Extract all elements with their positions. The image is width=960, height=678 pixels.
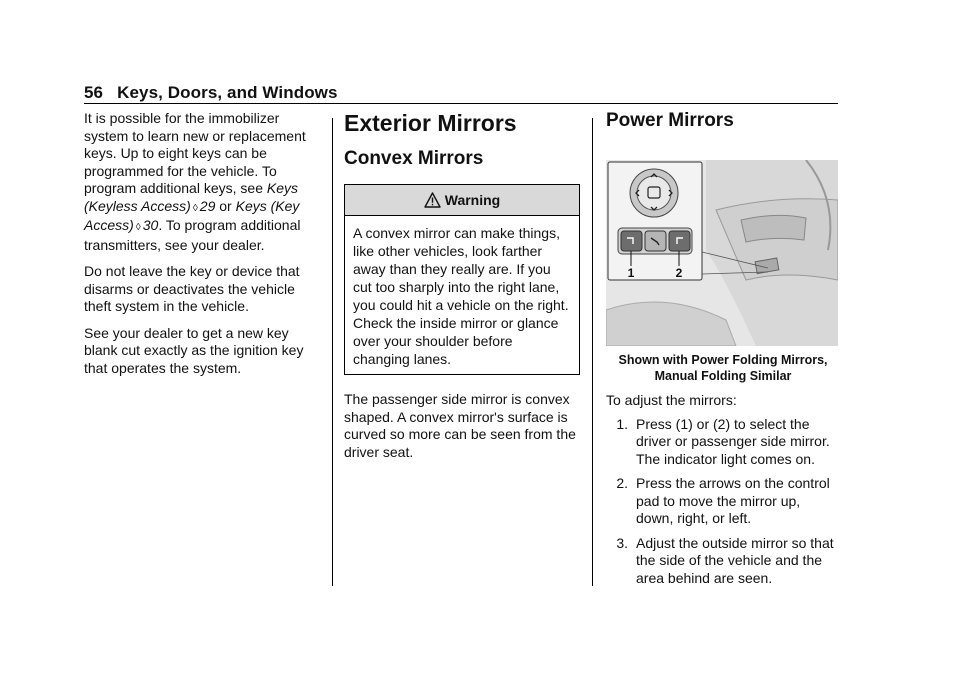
mirror-control-illustration [606, 160, 838, 346]
list-item [606, 416, 840, 469]
step-number: 1. [616, 415, 628, 432]
step-number: 3. [616, 534, 628, 551]
text: It is possible for the immobilizer system to learn new or replacement keys. Up to eight keys can be programmed for the vehicle. To program additional keys, see [84, 110, 306, 196]
section-title: Keys, Doors, and Windows [117, 83, 338, 102]
warning-text: A convex mirror can make things, like other vehicles, look farther away than they really are. If you cut too sharply into the right lane, you could hit a vehicle on the right. Check the inside mirror or glance over your shoulder before changing lanes. [353, 225, 569, 367]
text: . To program additional transmitters, see your dealer. [84, 217, 301, 253]
warning-triangle-icon [424, 192, 441, 208]
link-keys-key-access[interactable]: Keys (Key Access) [84, 197, 300, 233]
page-reference-arrow-icon: ◊ [192, 202, 198, 214]
column-divider-1 [332, 118, 333, 586]
figure-caption: Shown with Power Folding Mirrors, Manual Folding Similar [618, 353, 828, 383]
list-item [606, 475, 840, 528]
page-reference-arrow-icon: ◊ [135, 222, 141, 233]
power-mirrors-heading: Power Mirrors [606, 110, 734, 131]
dealer-paragraph: See your dealer to get a new key blank cut exactly as the ignition key that operates the system. [84, 324, 304, 376]
column-left [84, 110, 324, 386]
callout-1: 1 [627, 266, 635, 280]
convex-body-paragraph: The passenger side mirror is convex shaped. A convex mirror's surface is curved so more can be seen from the driver seat. [344, 391, 576, 460]
callout-2: 2 [675, 266, 683, 280]
exterior-mirrors-heading: Exterior Mirrors [344, 110, 517, 136]
page-header [84, 83, 338, 103]
key-device-paragraph: Do not leave the key or device that disarms or deactivates the vehicle theft system in the vehicle. [84, 263, 300, 314]
text: or [215, 197, 236, 214]
header-rule [84, 103, 838, 104]
link-keys-keyless-access[interactable]: Keys (Keyless Access) [84, 180, 298, 214]
warning-label: Warning [444, 192, 501, 208]
page-number: 56 [84, 83, 104, 102]
immobilizer-paragraph [84, 110, 324, 254]
step-text: Adjust the outside mirror so that the side of the vehicle and the area behind are seen. [636, 534, 834, 586]
convex-mirrors-heading: Convex Mirrors [344, 148, 484, 169]
adjust-intro: To adjust the mirrors: [606, 392, 737, 408]
step-number: 2. [616, 475, 628, 491]
step-text: Press (1) or (2) to select the driver or passenger side mirror. The indicator light comes on. [636, 415, 830, 467]
page-ref-30[interactable]: 30 [142, 217, 159, 233]
column-divider-2 [592, 118, 593, 586]
adjust-steps-list [606, 416, 840, 588]
step-text: Press the arrows on the control pad to move the mirror up, down, right, or left. [636, 475, 830, 526]
column-middle [344, 110, 580, 470]
list-item [606, 535, 840, 588]
warning-header [345, 185, 579, 216]
warning-box [344, 184, 580, 375]
column-right [606, 110, 840, 594]
page-ref-29[interactable]: 29 [199, 197, 216, 214]
